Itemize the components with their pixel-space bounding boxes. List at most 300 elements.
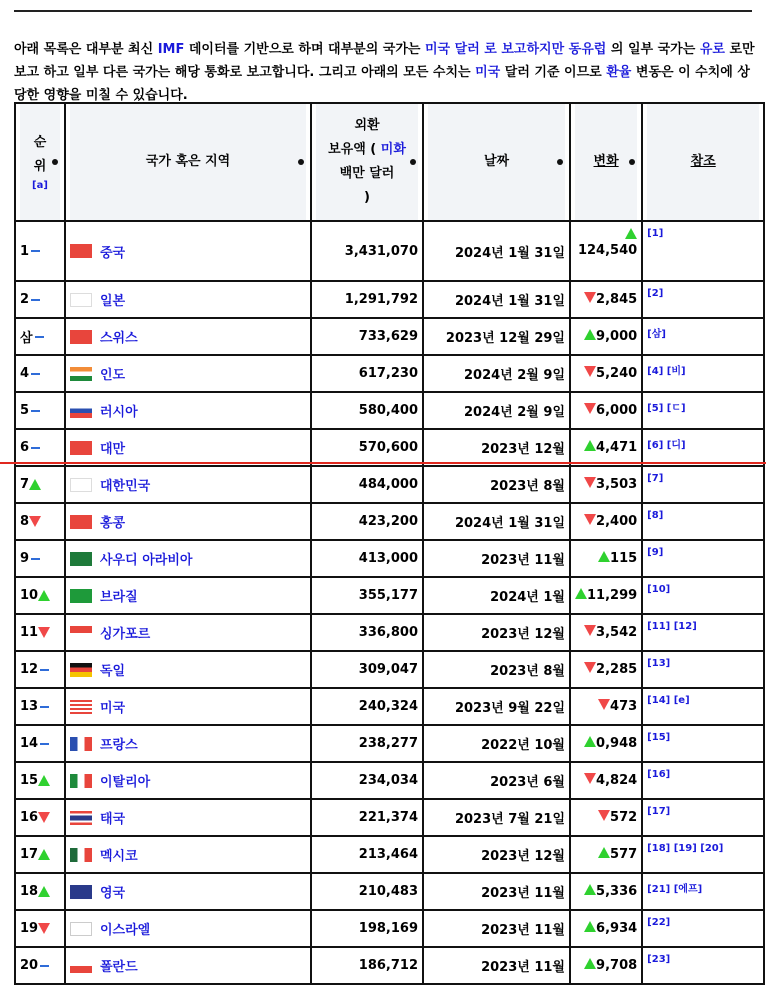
- refs-cell: [642, 725, 764, 762]
- refs-cell: [642, 429, 764, 466]
- sort-icon[interactable]: [629, 159, 635, 165]
- date-cell: 2023년 8월: [423, 466, 570, 503]
- change-cell: [570, 651, 642, 688]
- flag-icon: [70, 515, 92, 529]
- table-row: [15, 392, 764, 429]
- country-cell: [65, 466, 311, 503]
- header-change[interactable]: 변화: [570, 103, 642, 221]
- rank-same-icon: [40, 669, 49, 671]
- refs-cell: [642, 947, 764, 984]
- change-value: 115: [610, 551, 638, 566]
- date-cell: 2024년 1월: [423, 577, 570, 614]
- change-cell: [570, 614, 642, 651]
- reserves-cell: 238,277: [311, 725, 423, 762]
- rank-value: 14: [20, 736, 39, 751]
- intro-paragraph: [14, 38, 758, 107]
- country-cell: [65, 355, 311, 392]
- rank-value: 18: [20, 884, 39, 899]
- flag-icon: [70, 700, 92, 714]
- change-up-icon: [598, 847, 610, 858]
- country-cell: [65, 540, 311, 577]
- rank-same-icon: [35, 336, 44, 338]
- sort-icon[interactable]: [557, 159, 563, 165]
- rank-up-icon: [38, 775, 50, 786]
- country-link[interactable]: 대만: [100, 442, 126, 457]
- flag-icon: [70, 441, 92, 455]
- date-cell: 2023년 11월: [423, 873, 570, 910]
- country-link[interactable]: 독일: [100, 664, 126, 679]
- reference-link[interactable]: [16]: [647, 769, 671, 780]
- imf-link[interactable]: IMF: [157, 42, 185, 57]
- rank-down-icon: [38, 812, 50, 823]
- rank-cell: [15, 614, 65, 651]
- exchange-rate-link[interactable]: 환율: [606, 65, 632, 80]
- rank-down-icon: [29, 516, 41, 527]
- country-link[interactable]: 인도: [100, 368, 126, 383]
- date-cell: 2023년 12월 29일: [423, 318, 570, 355]
- table-row: [15, 466, 764, 503]
- reference-link[interactable]: [삼]: [647, 329, 666, 340]
- refs-cell: [642, 910, 764, 947]
- table-row: [15, 281, 764, 318]
- change-value: 473: [610, 699, 638, 714]
- flag-icon: [70, 244, 92, 258]
- date-cell: 2023년 12월: [423, 429, 570, 466]
- intro-text-5: 달러 기준 이므로: [500, 65, 607, 80]
- reference-link[interactable]: [15]: [647, 732, 671, 743]
- rank-same-icon: [31, 373, 40, 375]
- rank-cell: [15, 836, 65, 873]
- country-cell: [65, 651, 311, 688]
- rank-cell: [15, 910, 65, 947]
- change-value: 2,400: [596, 514, 638, 529]
- country-link[interactable]: 일본: [100, 294, 126, 309]
- country-link[interactable]: 싱가포르: [100, 627, 151, 642]
- change-value: 2,285: [596, 662, 638, 677]
- change-value: 9,708: [596, 958, 638, 973]
- rank-same-icon: [40, 706, 49, 708]
- country-link[interactable]: 사우디 아라비아: [100, 553, 193, 568]
- rank-cell: [15, 725, 65, 762]
- country-cell: [65, 429, 311, 466]
- table-row: [15, 614, 764, 651]
- country-cell: [65, 910, 311, 947]
- flag-icon: [70, 478, 92, 492]
- rank-value: 7: [20, 477, 30, 492]
- reference-link[interactable]: [21] [에프]: [647, 884, 703, 895]
- reserves-cell: 617,230: [311, 355, 423, 392]
- rank-cell: [15, 392, 65, 429]
- reference-link[interactable]: [13]: [647, 658, 671, 669]
- table-row: [15, 725, 764, 762]
- date-cell: 2023년 6월: [423, 762, 570, 799]
- reference-link[interactable]: [2]: [647, 288, 664, 299]
- reserves-cell: 210,483: [311, 873, 423, 910]
- change-down-icon: [584, 292, 596, 303]
- country-cell: [65, 762, 311, 799]
- rank-cell: [15, 221, 65, 281]
- change-cell: [570, 947, 642, 984]
- rank-up-icon: [29, 479, 41, 490]
- country-link[interactable]: 프랑스: [100, 738, 138, 753]
- refs-cell: [642, 355, 764, 392]
- change-up-icon: [598, 551, 610, 562]
- table-row: [15, 577, 764, 614]
- refs-cell: [642, 762, 764, 799]
- change-value: 577: [610, 847, 638, 862]
- table-row: [15, 651, 764, 688]
- refs-cell: [642, 281, 764, 318]
- rank-down-icon: [38, 923, 50, 934]
- reference-link[interactable]: [17]: [647, 806, 671, 817]
- change-up-icon: [584, 921, 596, 932]
- reserves-cell: 213,464: [311, 836, 423, 873]
- change-value: 124,540: [577, 243, 638, 258]
- rank-value: 6: [20, 440, 30, 455]
- country-cell: [65, 947, 311, 984]
- reserves-cell: 580,400: [311, 392, 423, 429]
- change-down-icon: [598, 810, 610, 821]
- change-down-icon: [584, 514, 596, 525]
- euro-link[interactable]: 유로: [699, 42, 725, 57]
- rank-same-icon: [31, 558, 40, 560]
- change-up-icon: [625, 228, 637, 239]
- table-row: [15, 836, 764, 873]
- sort-icon[interactable]: [52, 159, 58, 165]
- table-row: [15, 688, 764, 725]
- reference-link[interactable]: [4] [비]: [647, 366, 686, 377]
- rank-same-icon: [40, 743, 49, 745]
- reference-link[interactable]: [22]: [647, 917, 671, 928]
- rank-value: 5: [20, 403, 30, 418]
- flag-icon: [70, 922, 92, 936]
- rank-value: 17: [20, 847, 39, 862]
- reserves-table: [14, 102, 765, 985]
- country-cell: [65, 503, 311, 540]
- country-link[interactable]: 브라질: [100, 590, 138, 605]
- rank-value: 16: [20, 810, 39, 825]
- country-cell: [65, 392, 311, 429]
- rank-value: 19: [20, 921, 39, 936]
- header-date[interactable]: 날짜: [423, 103, 570, 221]
- flag-icon: [70, 330, 92, 344]
- reserves-cell: 423,200: [311, 503, 423, 540]
- sort-icon[interactable]: [298, 159, 304, 165]
- rank-same-icon: [31, 299, 40, 301]
- change-cell: [570, 688, 642, 725]
- change-cell: [570, 318, 642, 355]
- rank-down-icon: [38, 627, 50, 638]
- rank-same-icon: [31, 410, 40, 412]
- rank-up-icon: [38, 590, 50, 601]
- highlight-marker-line: [0, 462, 766, 464]
- reserves-cell: 336,800: [311, 614, 423, 651]
- change-cell: [570, 836, 642, 873]
- date-cell: 2023년 12월: [423, 614, 570, 651]
- table-row: [15, 503, 764, 540]
- rank-cell: [15, 947, 65, 984]
- change-value: 0,948: [596, 736, 638, 751]
- refs-cell: [642, 318, 764, 355]
- country-link[interactable]: 멕시코: [100, 849, 138, 864]
- date-cell: 2023년 8월: [423, 651, 570, 688]
- reserves-cell: 309,047: [311, 651, 423, 688]
- country-cell: [65, 614, 311, 651]
- flag-icon: [70, 589, 92, 603]
- rank-value: 11: [20, 625, 39, 640]
- flag-icon: [70, 959, 92, 973]
- date-cell: 2023년 9월 22일: [423, 688, 570, 725]
- change-cell: [570, 762, 642, 799]
- table-row: [15, 762, 764, 799]
- rank-note-link[interactable]: [a]: [32, 180, 48, 191]
- flag-icon: [70, 885, 92, 899]
- rank-cell: [15, 577, 65, 614]
- rank-up-icon: [38, 886, 50, 897]
- rank-cell: [15, 762, 65, 799]
- country-cell: [65, 873, 311, 910]
- flag-icon: [70, 404, 92, 418]
- country-cell: [65, 688, 311, 725]
- rank-value: 삼: [20, 331, 33, 346]
- flag-icon: [70, 737, 92, 751]
- change-up-icon: [584, 884, 596, 895]
- date-cell: 2024년 1월 31일: [423, 281, 570, 318]
- country-cell: [65, 281, 311, 318]
- table-row: [15, 429, 764, 466]
- change-value: 5,336: [596, 884, 638, 899]
- change-down-icon: [584, 477, 596, 488]
- change-value: 6,934: [596, 921, 638, 936]
- table-row: [15, 318, 764, 355]
- rank-cell: [15, 281, 65, 318]
- table-row: [15, 947, 764, 984]
- rank-value: 8: [20, 514, 30, 529]
- header-country[interactable]: 국가 혹은 지역: [65, 103, 311, 221]
- change-down-icon: [584, 773, 596, 784]
- country-cell: [65, 318, 311, 355]
- change-value: 11,299: [587, 588, 638, 603]
- header-refs[interactable]: 참조: [642, 103, 764, 221]
- change-cell: [570, 910, 642, 947]
- refs-cell: [642, 503, 764, 540]
- rank-cell: [15, 466, 65, 503]
- change-value: 4,824: [596, 773, 638, 788]
- change-value: 6,000: [596, 403, 638, 418]
- top-divider: [14, 10, 752, 12]
- change-down-icon: [584, 625, 596, 636]
- flag-icon: [70, 848, 92, 862]
- flag-icon: [70, 367, 92, 381]
- rank-value: 2: [20, 292, 30, 307]
- change-down-icon: [584, 403, 596, 414]
- change-value: 2,845: [596, 292, 638, 307]
- reference-link[interactable]: [10]: [647, 584, 671, 595]
- table-row: [15, 799, 764, 836]
- rank-value: 9: [20, 551, 30, 566]
- date-cell: 2024년 2월 9일: [423, 355, 570, 392]
- intro-text-2: 데이터를 기반으로 하며 대부분의 국가는: [184, 42, 425, 57]
- change-up-icon: [575, 588, 587, 599]
- country-cell: [65, 221, 311, 281]
- date-cell: 2023년 11월: [423, 910, 570, 947]
- flag-icon: [70, 811, 92, 825]
- country-link[interactable]: 이스라엘: [100, 923, 151, 938]
- sort-icon[interactable]: [410, 159, 416, 165]
- change-value: 5,240: [596, 366, 638, 381]
- rank-cell: [15, 651, 65, 688]
- reserves-cell: 733,629: [311, 318, 423, 355]
- country-link[interactable]: 태국: [100, 812, 126, 827]
- change-up-icon: [584, 736, 596, 747]
- rank-value: 10: [20, 588, 39, 603]
- country-link[interactable]: 이탈리아: [100, 775, 151, 790]
- refs-cell: [642, 688, 764, 725]
- header-reserves[interactable]: 외환 보유액 ( 미화 백만 달러 ): [311, 103, 423, 221]
- change-cell: [570, 281, 642, 318]
- rank-cell: [15, 429, 65, 466]
- intro-text-3: 의 일부 국가는: [606, 42, 700, 57]
- reference-link[interactable]: [5] [ㄷ]: [647, 403, 686, 414]
- flag-icon: [70, 774, 92, 788]
- rank-cell: [15, 799, 65, 836]
- usd-link[interactable]: 미국 달러 로 보고하지만 동유럽: [425, 42, 607, 57]
- change-cell: [570, 429, 642, 466]
- date-cell: 2024년 1월 31일: [423, 221, 570, 281]
- refs-cell: [642, 799, 764, 836]
- reserves-cell: 240,324: [311, 688, 423, 725]
- reserves-cell: 234,034: [311, 762, 423, 799]
- reference-link[interactable]: [11] [12]: [647, 621, 697, 632]
- reference-link[interactable]: [1]: [647, 228, 664, 239]
- country-link[interactable]: 영국: [100, 886, 126, 901]
- change-value: 9,000: [596, 329, 638, 344]
- country-link[interactable]: 미국: [100, 701, 126, 716]
- country-cell: [65, 577, 311, 614]
- flag-icon: [70, 552, 92, 566]
- date-cell: 2024년 1월 31일: [423, 503, 570, 540]
- usd-link-2[interactable]: 미국: [475, 65, 501, 80]
- header-rank[interactable]: 순 위 [a]: [15, 103, 65, 221]
- intro-text-1: 아래 목록은 대부분 최신: [14, 42, 158, 57]
- country-cell: [65, 836, 311, 873]
- rank-value: 13: [20, 699, 39, 714]
- date-cell: 2023년 11월: [423, 540, 570, 577]
- change-cell: [570, 725, 642, 762]
- refs-cell: [642, 540, 764, 577]
- usd-header-link[interactable]: 미화: [380, 142, 406, 157]
- refs-cell: [642, 873, 764, 910]
- country-link[interactable]: 중국: [100, 245, 126, 261]
- rank-cell: [15, 688, 65, 725]
- refs-cell: [642, 614, 764, 651]
- reserves-cell: 413,000: [311, 540, 423, 577]
- flag-icon: [70, 626, 92, 640]
- rank-up-icon: [38, 849, 50, 860]
- intro-text-6: 변동은 이 수치에 상당한 영향을 미칠 수 있습니다.: [14, 65, 750, 103]
- reserves-cell: 355,177: [311, 577, 423, 614]
- change-cell: [570, 392, 642, 429]
- rank-cell: [15, 503, 65, 540]
- change-cell: [570, 466, 642, 503]
- change-value: 4,471: [596, 440, 638, 455]
- table-row: [15, 910, 764, 947]
- change-up-icon: [584, 440, 596, 451]
- change-cell: [570, 873, 642, 910]
- reserves-cell: 3,431,070: [311, 221, 423, 281]
- country-link[interactable]: 스위스: [100, 331, 138, 346]
- flag-icon: [70, 293, 92, 307]
- table-row: [15, 221, 764, 281]
- country-cell: [65, 725, 311, 762]
- change-cell: [570, 503, 642, 540]
- refs-cell: [642, 836, 764, 873]
- change-value: 3,503: [596, 477, 638, 492]
- rank-same-icon: [31, 447, 40, 449]
- intro-text-4: 로만 보고 하고 일부 다른 국가는 해당 통화로 보고합니다. 그리고 아래의 모든 수치는: [14, 42, 755, 80]
- reference-link[interactable]: [18] [19] [20]: [647, 843, 724, 854]
- date-cell: 2024년 2월 9일: [423, 392, 570, 429]
- date-cell: 2023년 12월: [423, 836, 570, 873]
- reserves-cell: 570,600: [311, 429, 423, 466]
- change-value: 572: [610, 810, 638, 825]
- rank-cell: [15, 355, 65, 392]
- reference-link[interactable]: [7]: [647, 473, 664, 484]
- rank-cell: [15, 540, 65, 577]
- change-cell: [570, 540, 642, 577]
- rank-value: 4: [20, 366, 30, 381]
- table-row: [15, 355, 764, 392]
- reserves-cell: 1,291,792: [311, 281, 423, 318]
- flag-icon: [70, 663, 92, 677]
- reference-link[interactable]: [6] [디]: [647, 440, 686, 451]
- date-cell: 2023년 7월 21일: [423, 799, 570, 836]
- country-link[interactable]: 홍콩: [100, 516, 126, 531]
- reserves-cell: 186,712: [311, 947, 423, 984]
- change-cell: [570, 221, 642, 281]
- change-down-icon: [598, 699, 610, 710]
- rank-value: 15: [20, 773, 39, 788]
- reserves-cell: 484,000: [311, 466, 423, 503]
- change-down-icon: [584, 366, 596, 377]
- rank-same-icon: [40, 965, 49, 967]
- change-down-icon: [584, 662, 596, 673]
- table-row: [15, 540, 764, 577]
- rank-cell: [15, 318, 65, 355]
- refs-cell: [642, 221, 764, 281]
- reference-link[interactable]: [9]: [647, 547, 664, 558]
- country-link[interactable]: 대한민국: [100, 479, 151, 494]
- reserves-cell: 221,374: [311, 799, 423, 836]
- change-cell: [570, 355, 642, 392]
- country-link[interactable]: 러시아: [100, 405, 138, 420]
- refs-cell: [642, 651, 764, 688]
- change-up-icon: [584, 958, 596, 969]
- reference-link[interactable]: [8]: [647, 510, 664, 521]
- reference-link[interactable]: [23]: [647, 954, 671, 965]
- country-link[interactable]: 폴란드: [100, 960, 138, 975]
- table-row: [15, 873, 764, 910]
- rank-same-icon: [31, 250, 40, 252]
- rank-cell: [15, 873, 65, 910]
- rank-value: 20: [20, 958, 39, 973]
- change-cell: [570, 577, 642, 614]
- date-cell: 2023년 11월: [423, 947, 570, 984]
- change-cell: [570, 799, 642, 836]
- reference-link[interactable]: [14] [e]: [647, 695, 690, 706]
- table-header-row: [15, 103, 764, 221]
- change-up-icon: [584, 329, 596, 340]
